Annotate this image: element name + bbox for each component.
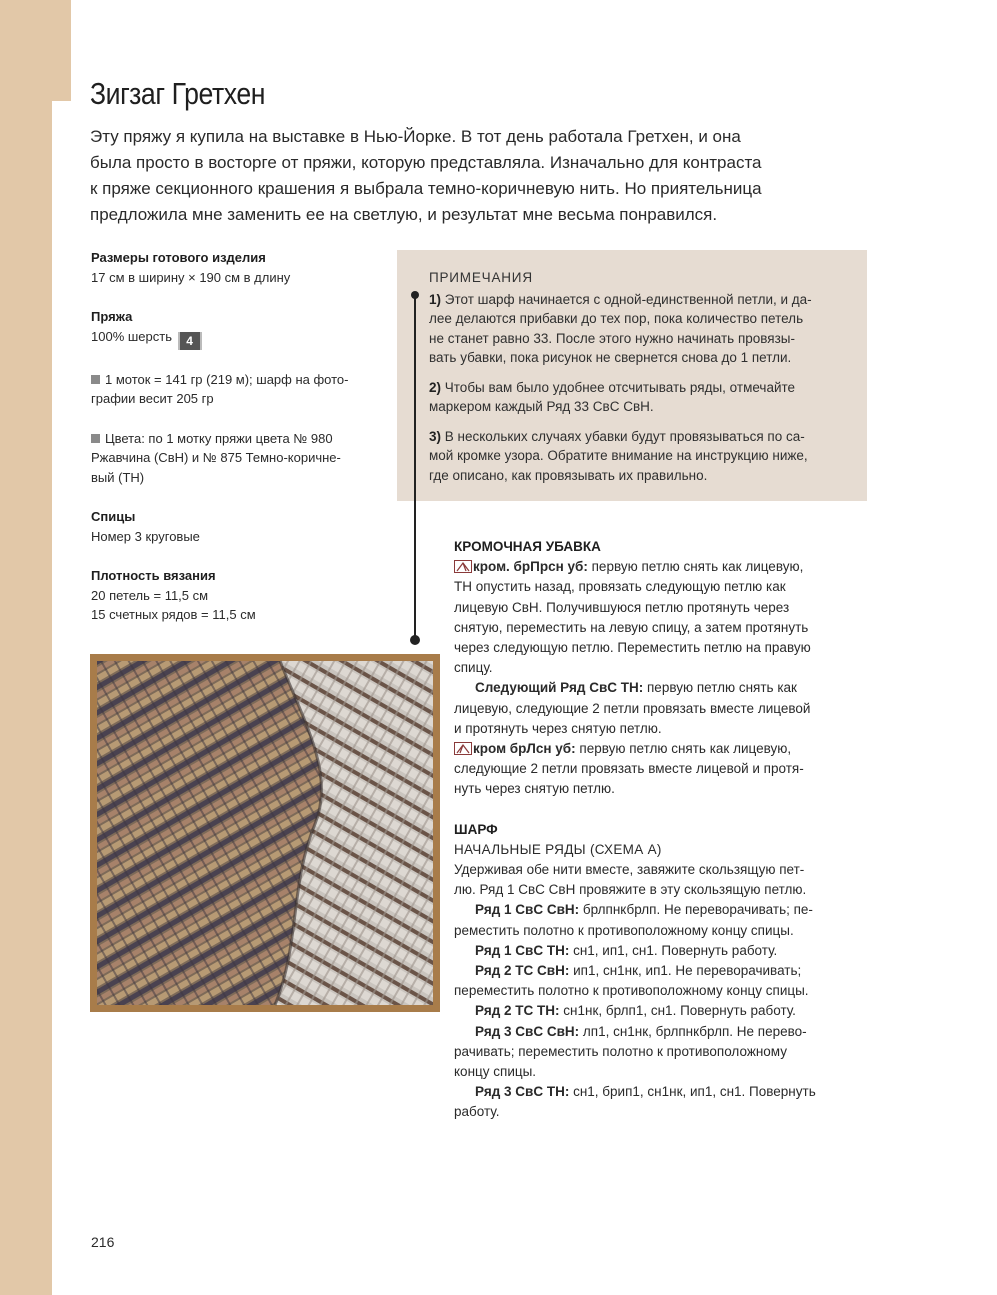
row-instruction: Ряд 1 СвС СвН: брлпнкбрлп. Не переворачивать; пе- (475, 902, 813, 918)
instruction-line: кром. брПрсн уб: первую петлю снять как лицевую, (454, 557, 864, 577)
scarf-photo (90, 654, 440, 1012)
spec-needles (91, 507, 391, 546)
spec-heading: Размеры готового изделия (91, 250, 266, 265)
page-number: 216 (91, 1234, 115, 1250)
instruction-line: Удерживая обе нити вместе, завяжите скользящую пет- (454, 862, 805, 878)
instruction-line: снятую, переместить на левую спицу, а затем протянуть (454, 619, 809, 635)
spec-value: Номер 3 круговые (91, 528, 200, 544)
instructions-column (454, 537, 864, 1123)
spec-value: 20 петель = 11,5 см (91, 587, 209, 603)
instruction-line: переместить полотно к противоположному концу спицы. (454, 983, 809, 999)
row-instruction: Ряд 3 СвС СвН: лп1, сн1нк, брлпнкбрлп. Не перево- (475, 1023, 807, 1039)
spec-value: 15 счетных рядов = 11,5 см (91, 607, 256, 622)
note-item: 1) Этот шарф начинается с одной-единственной петли, и да- лее делаются прибавки до тех пор, пока количество петель не станет равно 33. После этого нужно начинать провязы- вать убавки, пока рисунок не свернется снова до 1 петли. (429, 291, 812, 365)
row-instruction: Ряд 3 СвС ТН: сн1, брип1, сн1нк, ип1, сн1. Повернуть (475, 1084, 816, 1100)
row-instruction: Ряд 2 ТС ТН: сн1нк, брлп1, сн1. Повернуть работу. (475, 1003, 796, 1019)
instruction-line: ТН опустить назад, провязать следующую петлю как (454, 579, 786, 595)
spec-value: 17 см в ширину × 190 см в длину (91, 269, 291, 285)
spec-gauge (91, 566, 391, 625)
spec-yarn-colors (91, 429, 391, 488)
intro-line: предложила мне заменить ее на светлую, и результат мне весьма понравился. (90, 205, 718, 224)
chapter-tab (52, 0, 71, 101)
spec-heading: Пряжа (91, 309, 133, 324)
row-instruction: Ряд 2 ТС СвН: ип1, сн1нк, ип1. Не переворачивать; (475, 963, 802, 979)
spec-value: Цвета: по 1 мотку пряжи цвета № 980 (91, 429, 391, 449)
spec-value: Ржавчина (СвН) и № 875 Темно-коричне- (91, 450, 341, 465)
instruction-line: через следующую петлю. Переместить петлю на правую (454, 640, 811, 656)
spec-value (91, 327, 391, 350)
side-color-strip (0, 0, 52, 1295)
scarf-subheading: НАЧАЛЬНЫЕ РЯДЫ (СХЕМА А) (454, 841, 662, 857)
spec-yarn (91, 307, 391, 350)
instruction-line: лю. Ряд 1 СвС СвН провяжите в эту скользящую петлю. (454, 882, 807, 898)
yarn-fiber: 100% шерсть (91, 328, 172, 344)
spec-value: 1 моток = 141 гр (219 м); шарф на фото- (91, 370, 391, 390)
right-leaning-decrease-icon (454, 560, 472, 573)
left-leaning-decrease-icon (454, 742, 472, 755)
spec-heading: Спицы (91, 509, 136, 524)
note-item: 3) В нескольких случаях убавки будут провязываться по са- мой кромке узора. Обратите внимание на инструкцию ниже, где описано, как провязывать их правильно. (429, 428, 808, 483)
note-item: 2) Чтобы вам было удобнее отсчитывать ряды, отмечайте маркером каждый Ряд 33 СвС СвН. (429, 379, 796, 414)
edge-decrease-heading: КРОМОЧНАЯ УБАВКА (454, 539, 601, 554)
spec-yarn-amount (91, 370, 391, 409)
intro-line: Эту пряжу я купила на выставке в Нью-Йорке. В тот день работала Гретхен, и она (90, 127, 741, 146)
spec-value: графии весит 205 гр (91, 391, 214, 406)
square-bullet-icon (91, 375, 100, 384)
intro-line: была просто в восторге от пряжи, которую представляла. Изначально для контраста (90, 153, 762, 172)
intro-line: к пряже секционного крашения я выбрала темно-коричневую нить. Но приятельница (90, 179, 762, 198)
instruction-line: следующие 2 петли провязать вместе лицевой и протя- (454, 761, 804, 777)
instruction-line: концу спицы. (454, 1064, 537, 1080)
instruction-line: лицевую СвН. Получившуюся петлю протянуть через (454, 599, 790, 615)
page-title: Зигзаг Гретхен (90, 76, 266, 111)
specs-column (91, 248, 391, 645)
instruction-line: реместить полотно к противоположному концу спицы. (454, 922, 794, 938)
instruction-line: спицу. (454, 660, 493, 676)
connector-dot (410, 635, 420, 645)
yarn-weight-icon: 4 (178, 332, 202, 350)
instruction-line: Следующий Ряд СвС ТН: первую петлю снять как (475, 680, 797, 696)
scarf-heading: ШАРФ (454, 821, 498, 837)
spec-size (91, 248, 391, 287)
square-bullet-icon (91, 434, 100, 443)
instruction-line: работу. (454, 1104, 500, 1120)
notes-heading: ПРИМЕЧАНИЯ (429, 270, 533, 285)
intro-paragraph (90, 124, 850, 228)
instruction-line: рачивать; переместить полотно к противоположному (454, 1043, 787, 1059)
instruction-line: и протянуть через снятую петлю. (454, 720, 662, 736)
row-instruction: Ряд 1 СвС ТН: сн1, ип1, сн1. Повернуть работу. (475, 942, 778, 958)
instruction-line: лицевую, следующие 2 петли провязать вместе лицевой (454, 700, 811, 716)
spec-value: вый (ТН) (91, 469, 145, 485)
instruction-line: нуть через снятую петлю. (454, 781, 615, 797)
notes-box (397, 250, 867, 501)
instruction-line: кром брЛсн уб: первую петлю снять как лицевую, (454, 739, 864, 759)
connector-line (414, 298, 416, 642)
spec-heading: Плотность вязания (91, 568, 216, 583)
